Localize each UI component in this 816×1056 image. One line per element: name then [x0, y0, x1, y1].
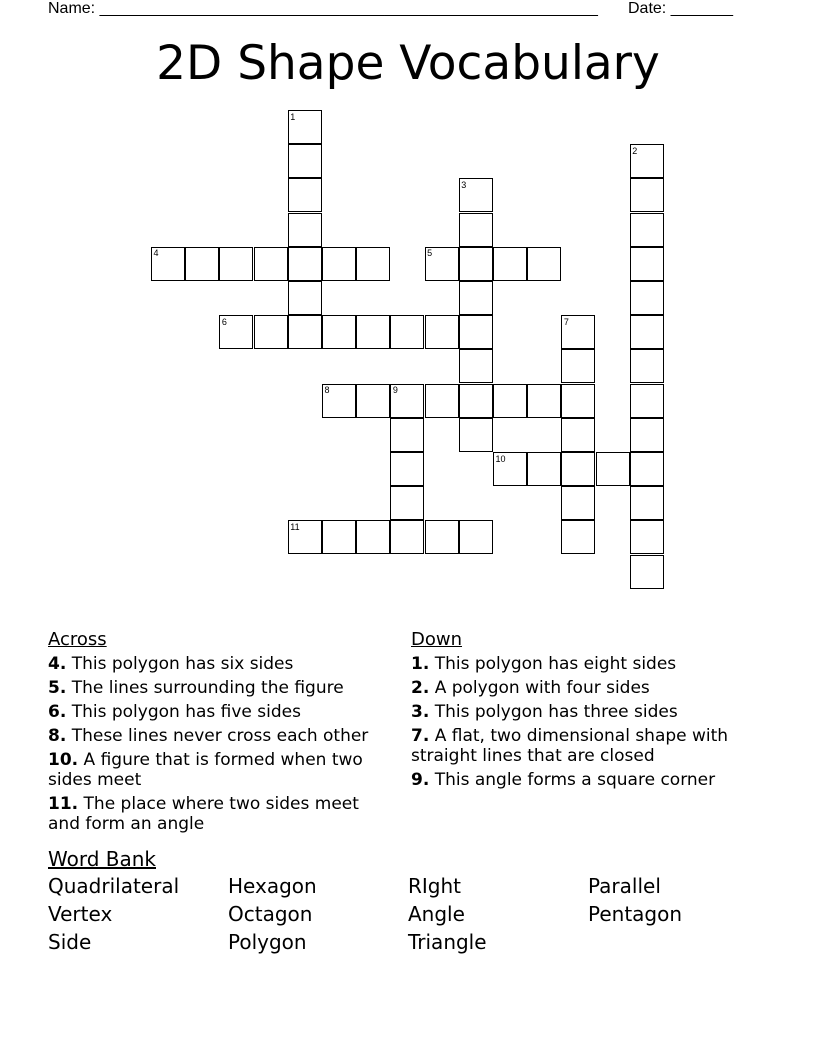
crossword-cell[interactable]: [288, 213, 322, 247]
crossword-cell[interactable]: [459, 418, 493, 452]
crossword-cell[interactable]: [630, 315, 664, 349]
crossword-cell[interactable]: [527, 384, 561, 418]
crossword-cell[interactable]: [459, 281, 493, 315]
crossword-cell[interactable]: [459, 213, 493, 247]
crossword-cell[interactable]: [630, 418, 664, 452]
clue-num: 5.: [48, 678, 67, 698]
clue-number: 8: [324, 385, 330, 396]
crossword-cell[interactable]: [425, 384, 459, 418]
crossword-cell[interactable]: [630, 281, 664, 315]
down-clue-list: [411, 654, 771, 790]
crossword-cell[interactable]: [288, 315, 322, 349]
across-clue-list: [48, 654, 393, 834]
crossword-cell[interactable]: [630, 555, 664, 589]
clue-text: The place where two sides meet and form an angle: [48, 794, 359, 834]
clue-number: 1: [290, 111, 296, 122]
crossword-cell[interactable]: [459, 349, 493, 383]
word-bank-word: Octagon: [228, 902, 313, 926]
crossword-cell[interactable]: [561, 452, 595, 486]
clue-text: This polygon has six sides: [71, 654, 294, 674]
across-clue: [48, 750, 393, 790]
crossword-cell[interactable]: [356, 520, 390, 554]
crossword-cell[interactable]: [596, 452, 630, 486]
word-bank-word: Parallel: [588, 874, 661, 898]
word-bank-word: Pentagon: [588, 902, 683, 926]
clue-number: 7: [563, 316, 569, 327]
word-bank-word: RIght: [408, 874, 462, 898]
down-clue: [411, 678, 771, 698]
crossword-cell[interactable]: [288, 178, 322, 212]
crossword-cell[interactable]: [254, 247, 288, 281]
across-clue: [48, 654, 393, 674]
crossword-cell[interactable]: [322, 247, 356, 281]
word-bank-word: Polygon: [228, 930, 307, 954]
crossword-cell[interactable]: [561, 520, 595, 554]
clue-num: 11.: [48, 794, 79, 814]
clue-number: 4: [153, 248, 159, 259]
clue-num: 7.: [411, 726, 430, 746]
crossword-cell[interactable]: [356, 315, 390, 349]
crossword-cell[interactable]: [459, 315, 493, 349]
crossword-cell[interactable]: [630, 349, 664, 383]
word-bank-word: Angle: [408, 902, 465, 926]
word-bank: [48, 846, 768, 954]
word-bank-heading: Word Bank: [48, 847, 156, 871]
crossword-cell[interactable]: [288, 144, 322, 178]
crossword-cell[interactable]: [630, 520, 664, 554]
crossword-cell[interactable]: [561, 349, 595, 383]
crossword-cell[interactable]: [390, 418, 424, 452]
crossword-cell[interactable]: [288, 247, 322, 281]
clue-num: 2.: [411, 678, 430, 698]
clue-num: 8.: [48, 726, 67, 746]
crossword-cell[interactable]: [527, 452, 561, 486]
clue-num: 1.: [411, 654, 430, 674]
down-clues: [411, 628, 771, 794]
down-clue: [411, 702, 771, 722]
clue-text: This angle forms a square corner: [434, 770, 716, 790]
crossword-cell[interactable]: [527, 247, 561, 281]
across-clues: [48, 628, 393, 838]
word-bank-word: Vertex: [48, 902, 113, 926]
clue-number: 10: [495, 453, 506, 464]
clue-text: The lines surrounding the figure: [71, 678, 344, 698]
crossword-cell[interactable]: [322, 520, 356, 554]
down-clue: [411, 726, 771, 766]
clue-number: 5: [427, 248, 433, 259]
clue-number: 6: [221, 316, 227, 327]
clue-text: This polygon has three sides: [434, 702, 678, 722]
word-bank-word: Quadrilateral: [48, 874, 180, 898]
across-clue: [48, 678, 393, 698]
across-heading: Across: [48, 629, 107, 650]
clue-num: 3.: [411, 702, 430, 722]
across-clue: [48, 726, 393, 746]
crossword-cell[interactable]: [630, 178, 664, 212]
page-title: 2D Shape Vocabulary: [156, 36, 660, 91]
clue-num: 4.: [48, 654, 67, 674]
crossword-cell[interactable]: [561, 418, 595, 452]
crossword-cell[interactable]: [630, 213, 664, 247]
crossword-cell[interactable]: [630, 486, 664, 520]
clue-num: 6.: [48, 702, 67, 722]
clue-number: 3: [461, 179, 467, 190]
clue-num: 10.: [48, 750, 79, 770]
crossword-cell[interactable]: [425, 520, 459, 554]
clue-text: A figure that is formed when two sides meet: [48, 750, 363, 790]
crossword-cell[interactable]: [459, 520, 493, 554]
crossword-cell[interactable]: [185, 247, 219, 281]
word-bank-word: Hexagon: [228, 874, 317, 898]
crossword-cell[interactable]: [425, 315, 459, 349]
clue-text: This polygon has five sides: [71, 702, 301, 722]
clue-num: 9.: [411, 770, 430, 790]
down-heading: Down: [411, 629, 463, 650]
crossword-cell[interactable]: [390, 486, 424, 520]
across-clue: [48, 702, 393, 722]
down-clue: [411, 770, 771, 790]
crossword-cell[interactable]: [390, 520, 424, 554]
crossword-cell[interactable]: [459, 247, 493, 281]
crossword-cell[interactable]: [630, 247, 664, 281]
word-bank-word: Triangle: [408, 930, 487, 954]
date-field[interactable]: Date: _______: [628, 0, 733, 17]
crossword-cell[interactable]: [322, 315, 356, 349]
clue-text: A flat, two dimensional shape with straight lines that are closed: [411, 726, 729, 766]
crossword-cell[interactable]: [390, 315, 424, 349]
crossword-cell[interactable]: [630, 452, 664, 486]
clue-text: These lines never cross each other: [71, 726, 369, 746]
clue-number: 11: [290, 521, 300, 532]
crossword-cell[interactable]: [493, 384, 527, 418]
clue-number: 2: [632, 145, 638, 156]
clue-text: This polygon has eight sides: [434, 654, 677, 674]
crossword-cell[interactable]: [493, 247, 527, 281]
clue-text: A polygon with four sides: [434, 678, 650, 698]
word-bank-list: [48, 874, 768, 954]
crossword-cell[interactable]: [459, 384, 493, 418]
crossword-cell[interactable]: [356, 247, 390, 281]
down-clue: [411, 654, 771, 674]
crossword-cell[interactable]: [356, 384, 390, 418]
name-field[interactable]: Name: ________________________________________________________: [48, 0, 598, 17]
crossword-cell[interactable]: [561, 384, 595, 418]
word-bank-word: Side: [48, 930, 92, 954]
crossword-cell[interactable]: [288, 281, 322, 315]
across-clue: [48, 794, 393, 834]
clue-number: 9: [392, 385, 398, 396]
crossword-cell[interactable]: [254, 315, 288, 349]
crossword-cell[interactable]: [390, 452, 424, 486]
crossword-cell[interactable]: [219, 247, 253, 281]
crossword-cell[interactable]: [561, 486, 595, 520]
crossword-cell[interactable]: [630, 384, 664, 418]
